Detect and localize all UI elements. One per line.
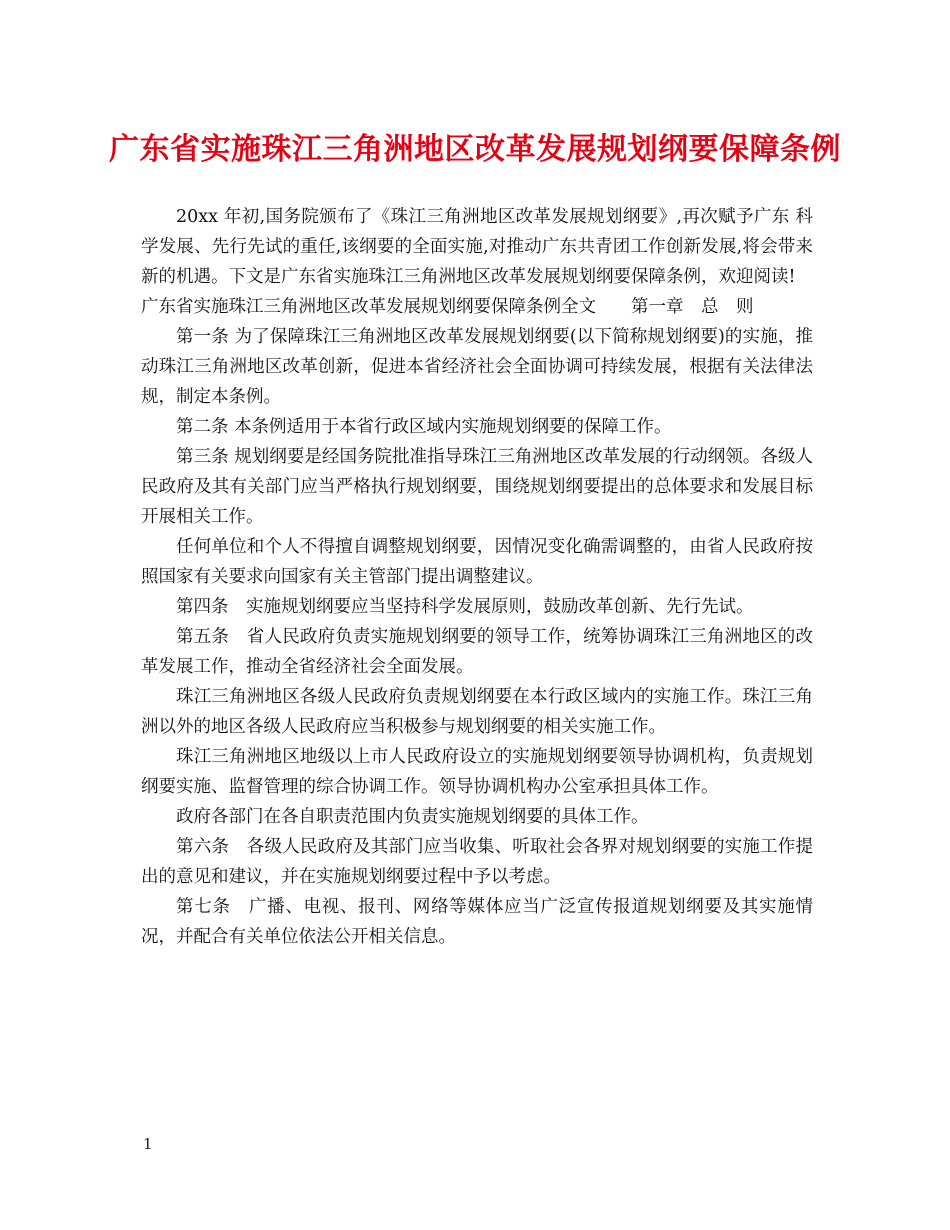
article-6-paragraph: 第六条 各级人民政府及其部门应当收集、听取社会各界对规划纲要的实施工作提出的意见和建议，并在实施规划纲要过程中予以考虑。 bbox=[141, 837, 813, 887]
article-3-paragraph: 第三条 规划纲要是经国务院批准指导珠江三角洲地区改革发展的行动纲领。各级人民政府及其有关部门应当严格执行规划纲要，围绕规划纲要提出的总体要求和发展目标开展相关工作。 bbox=[141, 447, 813, 527]
page-number: 1 bbox=[143, 1135, 153, 1153]
article-1-paragraph: 第一条 为了保障珠江三角洲地区改革发展规划纲要(以下简称规划纲要)的实施，推动珠江三角洲地区改革创新，促进本省经济社会全面协调可持续发展，根据有关法律法规，制定本条例。 bbox=[141, 327, 813, 407]
page-title: 广东省实施珠江三角洲地区改革发展规划纲要保障条例 bbox=[109, 132, 841, 167]
chapter-heading-line: 广东省实施珠江三角洲地区改革发展规划纲要保障条例全文 第一章 总 则 bbox=[141, 297, 754, 317]
article-3-continuation-paragraph: 任何单位和个人不得擅自调整规划纲要，因情况变化确需调整的，由省人民政府按照国家有关要求向国家有关主管部门提出调整建议。 bbox=[141, 537, 813, 587]
document-body bbox=[141, 202, 813, 952]
article-5-continuation-paragraph-2: 珠江三角洲地区地级以上市人民政府设立的实施规划纲要领导协调机构，负责规划纲要实施、监督管理的综合协调工作。领导协调机构办公室承担具体工作。 bbox=[141, 747, 813, 797]
article-2-paragraph: 第二条 本条例适用于本省行政区域内实施规划纲要的保障工作。 bbox=[176, 417, 672, 437]
article-5-paragraph: 第五条 省人民政府负责实施规划纲要的领导工作，统筹协调珠江三角洲地区的改革发展工作，推动全省经济社会全面发展。 bbox=[141, 627, 813, 677]
intro-paragraph: 20xx 年初,国务院颁布了《珠江三角洲地区改革发展规划纲要》,再次赋予广东 科学发展、先行先试的重任,该纲要的全面实施,对推动广东共青团工作创新发展,将会带来新的机遇。下文是广东省实施珠江三角洲地区改革发展规划纲要保障条例，欢迎阅读! bbox=[141, 207, 813, 287]
article-4-paragraph: 第四条 实施规划纲要应当坚持科学发展原则，鼓励改革创新、先行先试。 bbox=[176, 597, 754, 617]
article-7-paragraph: 第七条 广播、电视、报刊、网络等媒体应当广泛宣传报道规划纲要及其实施情况，并配合有关单位依法公开相关信息。 bbox=[141, 897, 813, 947]
article-5-continuation-paragraph-3: 政府各部门在各自职责范围内负责实施规划纲要的具体工作。 bbox=[176, 807, 649, 827]
article-5-continuation-paragraph-1: 珠江三角洲地区各级人民政府负责规划纲要在本行政区域内的实施工作。珠江三角洲以外的地区各级人民政府应当积极参与规划纲要的相关实施工作。 bbox=[141, 687, 813, 737]
